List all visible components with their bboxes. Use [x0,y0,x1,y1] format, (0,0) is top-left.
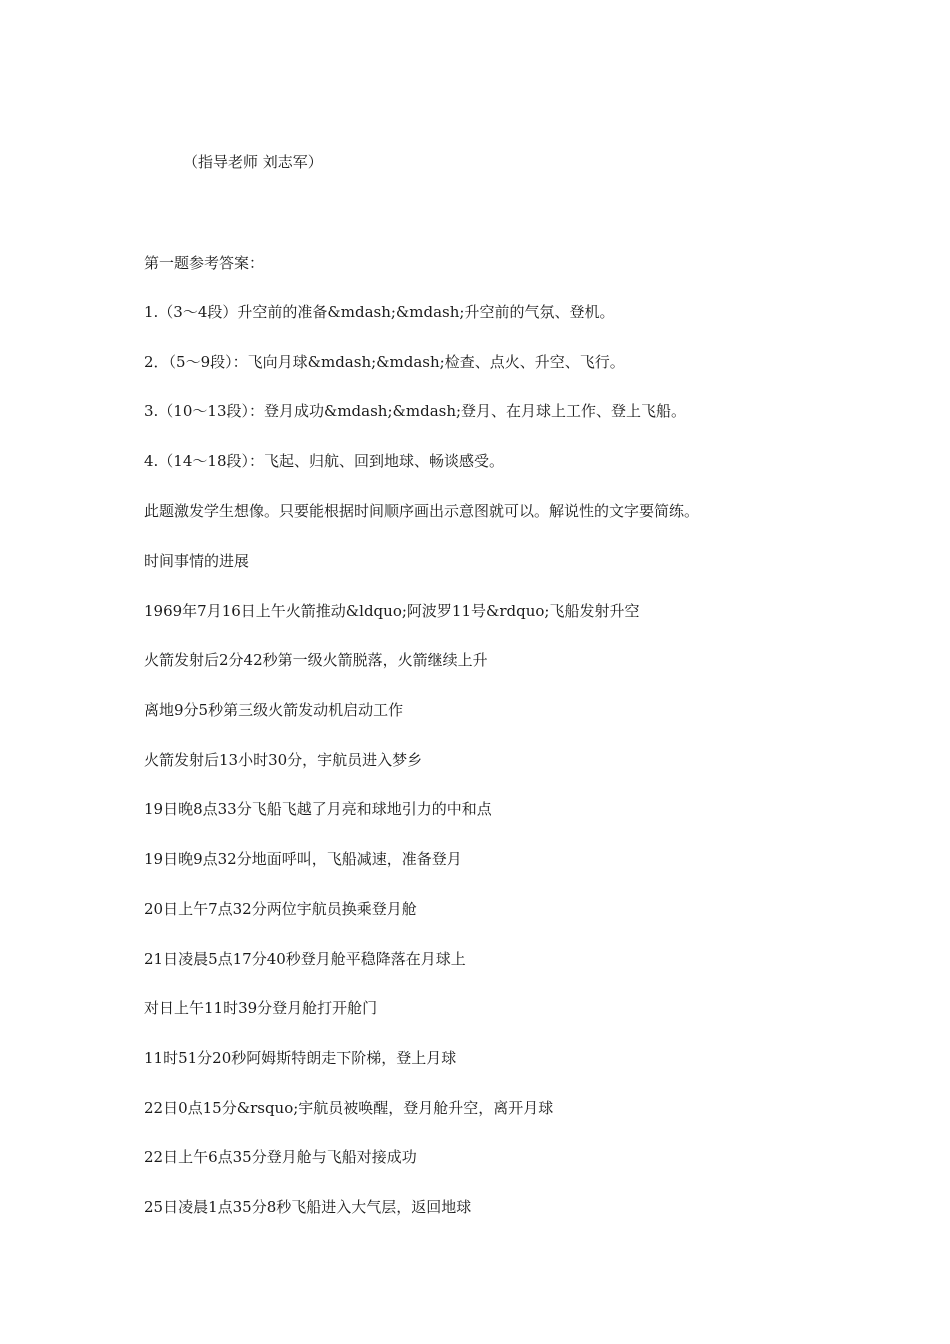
timeline-item: 离地9分5秒第三级火箭发动机启动工作 [144,701,404,719]
timeline-item: 19日晚8点33分飞船飞越了月亮和球地引力的中和点 [144,800,492,818]
timeline-item: 1969年7月16日上午火箭推动&ldquo;阿波罗11号&rdquo;飞船发射升空 [144,602,640,620]
timeline-item: 11时51分20秒阿姆斯特朗走下阶梯，登上月球 [144,1049,457,1067]
timeline-item: 火箭发射后2分42秒第一级火箭脱落，火箭继续上升 [144,651,488,669]
timeline-item: 19日晚9点32分地面呼叫，飞船减速，准备登月 [144,850,462,868]
answer-item-1: 1.（3～4段）升空前的准备&mdash;&mdash;升空前的气氛、登机。 [144,303,615,321]
answer-heading: 第一题参考答案： [144,254,265,272]
answer-note: 此题激发学生想像。只要能根据时间顺序画出示意图就可以。解说性的文字要简练。 [144,502,700,520]
timeline-item: 21日凌晨5点17分40秒登月舱平稳降落在月球上 [144,950,466,968]
answer-item-4: 4.（14～18段）：飞起、归航、回到地球、畅谈感受。 [144,452,504,470]
timeline-item: 22日上午6点35分登月舱与飞船对接成功 [144,1148,417,1166]
answer-item-2: 2．（5～9段）：飞向月球&mdash;&mdash;检查、点火、升空、飞行。 [144,353,625,371]
timeline-heading: 时间事情的进展 [144,552,250,570]
timeline-item: 火箭发射后13小时30分，宇航员进入梦乡 [144,751,423,769]
timeline-item: 对日上午11时39分登月舱打开舱门 [144,999,378,1017]
timeline-item: 22日0点15分&rsquo;宇航员被唤醒，登月舱升空，离开月球 [144,1099,554,1117]
answer-item-3: 3.（10～13段）：登月成功&mdash;&mdash;登月、在月球上工作、登上飞船。 [144,402,687,420]
timeline-item: 20日上午7点32分两位宇航员换乘登月舱 [144,900,417,918]
timeline-item: 25日凌晨1点35分8秒飞船进入大气层，返回地球 [144,1198,472,1216]
advisor-line: （指导老师 刘志军） [183,153,323,171]
